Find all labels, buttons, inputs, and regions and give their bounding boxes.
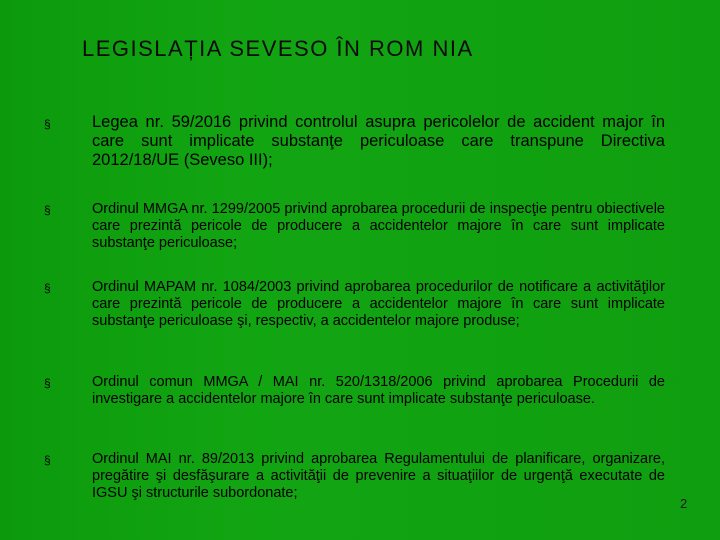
page-number: 2	[680, 496, 688, 511]
bullet-icon: §	[44, 376, 51, 390]
list-item-text: Legea nr. 59/2016 privind controlul asupra pericolelor de accident major în care sunt implicate substanţe periculoase care transpune Directiva 2012/18/UE (Seveso III);	[92, 113, 665, 169]
slide-title: LEGISLAȚIA SEVESO ÎN ROM NIA	[82, 36, 474, 61]
bullet-icon: §	[44, 117, 51, 131]
bullet-icon: §	[44, 281, 51, 295]
list-item-text: Ordinul MAI nr. 89/2013 privind aprobarea Regulamentului de planificare, organizare, pregătire şi desfăşurare a activităţii de prevenire a situaţiilor de urgenţă executate de IGSU şi structurile subordonate;	[92, 451, 665, 501]
list-item-text: Ordinul MAPAM nr. 1084/2003 privind aprobarea procedurilor de notificare a activităţilor care prezintă pericole de producere a accidentelor majore în care sunt implicate substanţe periculoase şi, respectiv, a accidentelor majore produse;	[92, 279, 665, 329]
bullet-icon: §	[44, 203, 51, 217]
list-item-text: Ordinul comun MMGA / MAI nr. 520/1318/2006 privind aprobarea Procedurii de investigare a accidentelor majore în care sunt implicate substanţe periculoase.	[92, 374, 665, 407]
bullet-icon: §	[44, 453, 51, 467]
list-item-text: Ordinul MMGA nr. 1299/2005 privind aprobarea procedurii de inspecţie pentru obiectivele care prezintă pericole de producere a accidentelor majore în care sunt implicate substanţe periculoase;	[92, 201, 665, 251]
